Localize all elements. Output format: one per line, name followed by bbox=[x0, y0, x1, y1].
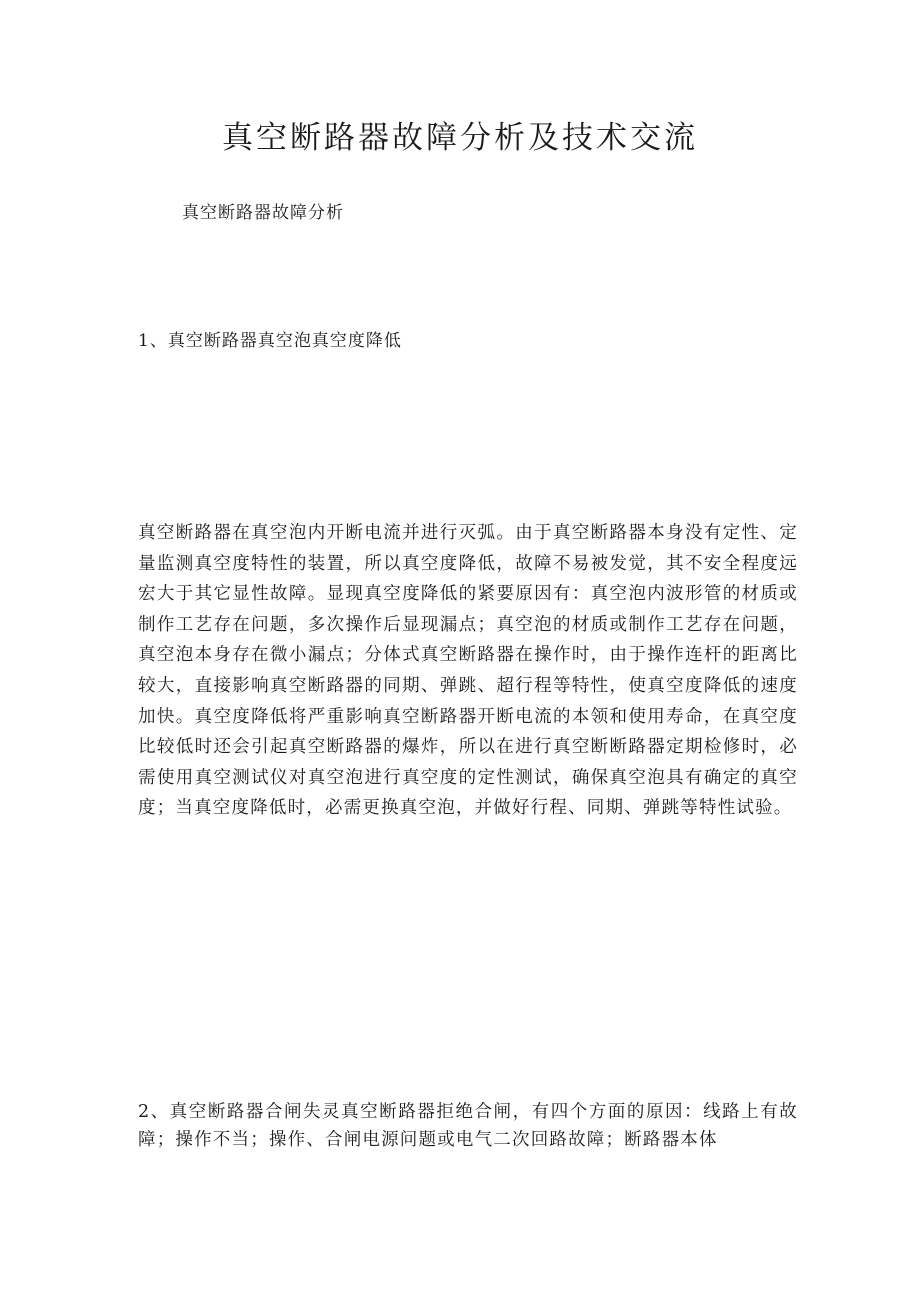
section-1-heading: 1、真空断路器真空泡真空度降低 bbox=[138, 331, 402, 351]
section-1-paragraph: 真空断路器在真空泡内开断电流并进行灭弧。由于真空断路器本身没有定性、定量监测真空度特性的装置，所以真空度降低，故障不易被发觉，其不安全程度远宏大于其它显性故障。显现真空度降低的紧要原因有：真空泡内波形管的材质或制作工艺存在问题，多次操作后显现漏点；真空泡的材质或制作工艺存在问题，真空泡本身存在微小漏点；分体式真空断路器在操作时，由于操作连杆的距离比较大，直接影响真空断路器的同期、弹跳、超行程等特性，使真空度降低的速度加快。真空度降低将严重影响真空断路器开断电流的本领和使用寿命，在真空度比较低时还会引起真空断路器的爆炸，所以在进行真空断断路器定期检修时，必需使用真空测试仪对真空泡进行真空度的定性测试，确保真空泡具有确定的真空度；当真空度降低时，必需更换真空泡，并做好行程、同期、弹跳等特性试验。 bbox=[138, 523, 798, 819]
section-2-paragraph: 2、真空断路器合闸失灵真空断路器拒绝合闸，有四个方面的原因：线路上有故障；操作不当；操作、合闸电源问题或电气二次回路故障；断路器本体 bbox=[138, 1102, 798, 1150]
document-title: 真空断路器故障分析及技术交流 bbox=[222, 120, 698, 156]
document-subtitle: 真空断路器故障分析 bbox=[182, 203, 344, 223]
